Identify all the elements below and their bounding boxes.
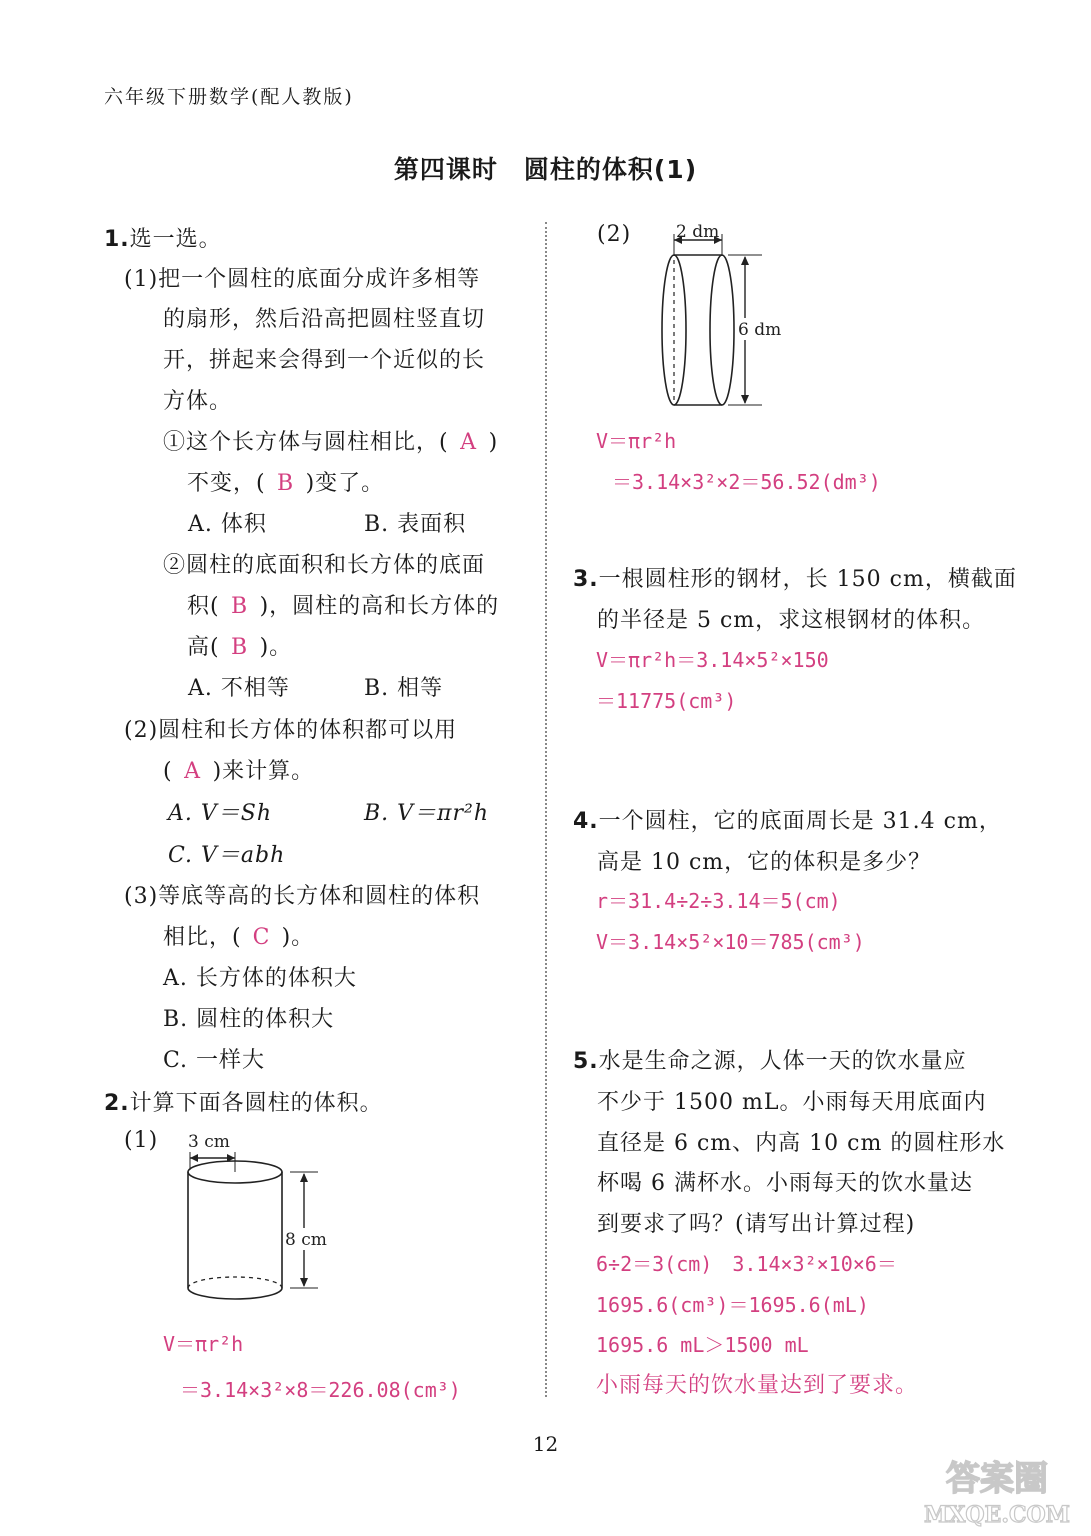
answer-fill: B: [231, 635, 249, 660]
q2-c2-label: (2): [597, 222, 632, 247]
q1-p1-line: 开，拼起来会得到一个近似的长: [163, 348, 486, 373]
answer-fill: B: [277, 471, 295, 496]
q2-heading: [104, 1086, 383, 1117]
page-number: 12: [532, 1432, 559, 1456]
q5-number: 5.: [573, 1049, 599, 1074]
cylinder-2-figure: [650, 220, 800, 410]
q1-stem: 选一选。: [129, 227, 222, 252]
answer-line: ＝3.14×3²×8＝226.08(cm³): [180, 1378, 461, 1402]
height-label: 8 cm: [285, 1230, 327, 1250]
option-b: B. 相等: [364, 676, 444, 701]
column-divider: [545, 222, 547, 1397]
option-a: A. 不相等: [188, 676, 290, 701]
answer-fill: C: [252, 925, 271, 950]
q3-number: 3.: [573, 567, 599, 592]
svg-text:MXQE.COM: MXQE.COM: [923, 1502, 1071, 1528]
option-b: B. 圆柱的体积大: [163, 1007, 335, 1032]
q1-p2-line2: ( A )来计算。: [163, 759, 315, 784]
q5-line: 到要求了吗？(请写出计算过程): [597, 1212, 916, 1237]
q4-number: 4.: [573, 809, 599, 834]
option-a: A. 体积: [188, 512, 267, 537]
answer-line: ＝11775(cm³): [596, 689, 737, 713]
book-header: 六年级下册数学(配人教版): [104, 86, 354, 108]
answer-line: V＝πr²h: [596, 429, 677, 453]
answer-line: ＝3.14×3²×2＝56.52(dm³): [612, 470, 881, 494]
answer-fill: A: [460, 430, 478, 455]
q1-s2-line3: 高( B )。: [187, 635, 293, 660]
q5-line1: 5.水是生命之源，人体一天的饮水量应: [573, 1049, 967, 1074]
q1-heading: [104, 222, 222, 253]
answer-fill: A: [184, 759, 202, 784]
q5-line: 不少于 1500 mL。小雨每天用底面内: [597, 1090, 987, 1115]
svg-text:答案圈: 答案圈: [946, 1459, 1048, 1499]
answer-line: 6÷2＝3(cm) 3.14×3²×10×6＝: [596, 1252, 897, 1276]
q1-p3-line2: 相比，( C )。: [163, 925, 315, 950]
q3-line2: 的半径是 5 cm，求这根钢材的体积。: [597, 608, 986, 633]
q1-s1-line1: ①这个长方体与圆柱相比，( A ): [163, 430, 499, 455]
q2-stem: 计算下面各圆柱的体积。: [129, 1091, 383, 1116]
q4-line1: 4.一个圆柱，它的底面周长是 31.4 cm，: [573, 809, 1002, 834]
option-c: C. V＝abh: [168, 843, 286, 868]
q2-c1-label: (1): [124, 1128, 159, 1153]
answer-line: r＝31.4÷2÷3.14＝5(cm): [596, 889, 841, 913]
q1-p1-line: (1)把一个圆柱的底面分成许多相等: [124, 267, 481, 292]
answer-line: 1695.6 mL＞1500 mL: [596, 1333, 809, 1357]
q1-p1-line: 方体。: [163, 389, 233, 414]
q1-number: 1.: [104, 227, 130, 252]
q1-p1-line: 的扇形，然后沿高把圆柱竖直切: [163, 307, 486, 332]
height-label: 6 dm: [738, 320, 782, 340]
q2-number: 2.: [104, 1091, 130, 1116]
q1-p2-line1: (2)圆柱和长方体的体积都可以用: [124, 718, 458, 743]
option-a: A. 长方体的体积大: [163, 966, 357, 991]
answer-line: V＝πr²h＝3.14×5²×150: [596, 648, 829, 672]
q5-line: 杯喝 6 满杯水。小雨每天的饮水量达: [597, 1171, 973, 1196]
q1-p3-line1: (3)等底等高的长方体和圆柱的体积: [124, 884, 481, 909]
cylinder-1-figure: [170, 1120, 340, 1320]
option-c: C. 一样大: [163, 1048, 266, 1073]
q1-s2-line2: 积( B )，圆柱的高和长方体的: [187, 594, 500, 619]
option-a: A. V＝Sh: [168, 801, 273, 826]
q4-line2: 高是 10 cm，它的体积是多少？: [597, 850, 932, 875]
q1-s2-line1: ②圆柱的底面积和长方体的底面: [163, 553, 486, 578]
answer-conclusion: 小雨每天的饮水量达到了要求。: [596, 1373, 919, 1398]
option-b: B. 表面积: [364, 512, 467, 537]
q1-s1-line2: 不变，( B )变了。: [187, 471, 385, 496]
q3-line1: 3.一根圆柱形的钢材，长 150 cm，横截面: [573, 567, 1017, 592]
answer-line: V＝πr²h: [163, 1332, 244, 1356]
radius-label: 2 dm: [676, 222, 720, 242]
watermark-logo: [917, 1452, 1077, 1528]
answer-fill: B: [231, 594, 249, 619]
answer-line: V＝3.14×5²×10＝785(cm³): [596, 930, 865, 954]
q5-line: 直径是 6 cm、内高 10 cm 的圆柱形水: [597, 1131, 1006, 1156]
radius-label: 3 cm: [188, 1132, 230, 1152]
answer-line: 1695.6(cm³)＝1695.6(mL): [596, 1293, 869, 1317]
option-b: B. V＝πr²h: [364, 801, 490, 826]
page-title: 第四课时 圆柱的体积(1): [393, 155, 698, 184]
